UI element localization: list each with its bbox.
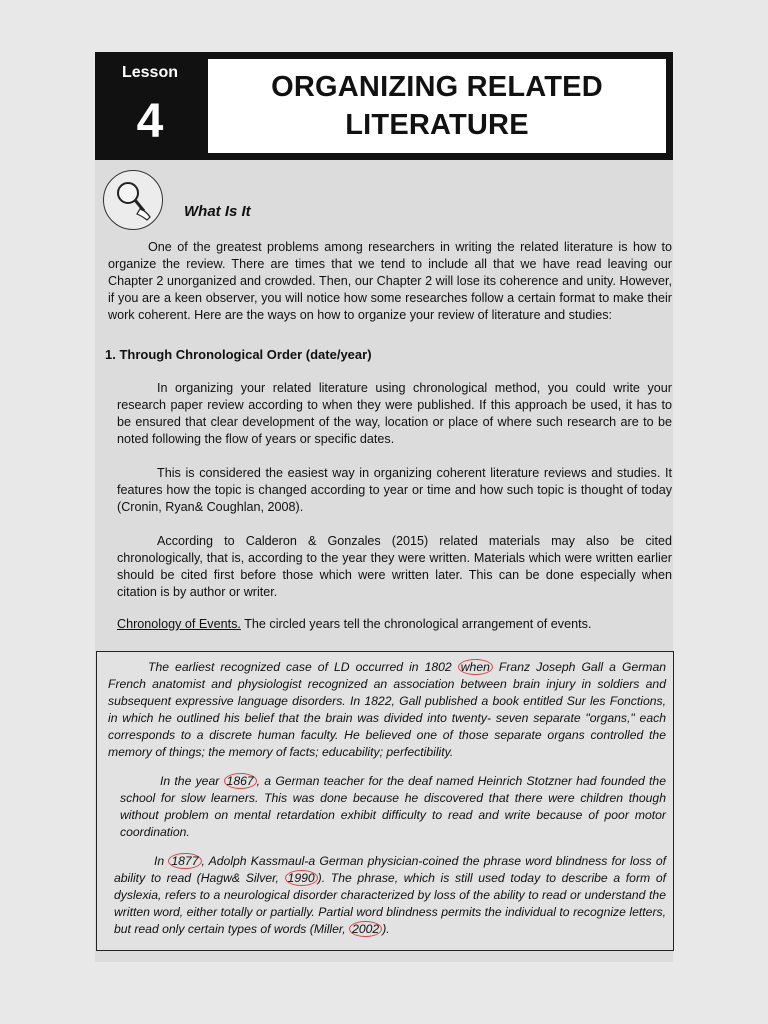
- lesson-number: 4: [136, 95, 164, 148]
- example-paragraph-3: [114, 853, 666, 938]
- example-text: , Adolph Kassmaul-a German physician-coined the phrase word blindness for loss of ability to read (Hagw& Silver,: [114, 854, 666, 885]
- circled-year: 1877: [168, 853, 201, 869]
- circled-year: 2002: [349, 921, 382, 937]
- method-paragraph-1: [117, 380, 672, 448]
- lesson-label: Lesson: [121, 64, 178, 81]
- method-paragraph-3-text: According to Calderon & Gonzales (2015) related materials may also be cited chronologically, that is, according to the year they were written. Materials which were written earlier should be cited first before those which were written later. This can be done especially when citation is by author or writer.: [117, 534, 672, 599]
- title-line-1: ORGANIZING RELATED: [271, 71, 603, 103]
- lesson-header: [95, 52, 673, 160]
- intro-paragraph: [108, 239, 672, 324]
- title-box: [207, 58, 667, 154]
- example-caption: [117, 616, 672, 633]
- magnifying-glass-icon: [103, 170, 163, 230]
- circled-year: 1867: [224, 773, 257, 789]
- example-text: ).: [382, 922, 390, 936]
- method-paragraph-3: [117, 533, 672, 601]
- title-line-2: LITERATURE: [345, 109, 529, 141]
- intro-text: One of the greatest problems among researchers in writing the related literature is how to organize the review. There are times that we tend to include all that we have read leaving our Chapter 2 unorganized and crowded. Then, our Chapter 2 will lose its coherence and unity. However, if you are a keen observer, you will notice how some researches follow a certain format to make their work coherent. Here are the ways on how to organize your review of literature and studies:: [108, 240, 672, 322]
- example-paragraph-2: [120, 773, 666, 841]
- method-paragraph-2: [117, 465, 672, 516]
- example-label: Chronology of Events.: [117, 617, 241, 631]
- circled-year: 1990: [285, 870, 318, 886]
- example-text: In the year: [160, 774, 224, 788]
- method-paragraph-2-text: This is considered the easiest way in organizing coherent literature reviews and studies. It features how the topic is changed according to year or time and how such topic is thought of today (Cronin, Ryan& Coughlan, 2008).: [117, 466, 672, 514]
- example-text: Franz Joseph Gall a German French anatomist and physiologist recognized an association between brain injury in soldiers and subsequent expressive language disorders. In 1822, Gall published a book entitled Sur les Fonctions, in which he outlined his belief that the brain was divided into twenty- seven separate "organs," each corresponds to a discrete human faculty. He believed one of those separate organs controlled the memory of things; the memory of facts; educability; perfectibility.: [108, 660, 666, 759]
- example-caption-text: The circled years tell the chronological arrangement of events.: [240, 617, 592, 631]
- example-text: , a German teacher for the deaf named Heinrich Stotzner had founded the school for slow learners. This was done because he discovered that there were children though without problem on mental retardation exhibit difficulty to read and write because of poor motor coordination.: [120, 774, 666, 839]
- page-title: [271, 68, 603, 144]
- example-text: In: [154, 854, 169, 868]
- example-text: ). The phrase, which is still used today to describe a form of dyslexia, refers to a neurological disorder characterized by loss of the ability to read or understand the written word, either totally or partially. Partial word blindness permits the individual to recognize letters, but read only certain types of words (Miller,: [114, 871, 666, 936]
- lesson-badge: [97, 54, 203, 158]
- example-paragraph-1: [108, 659, 666, 761]
- circled-word: when: [458, 659, 493, 675]
- section-heading: What Is It: [184, 203, 251, 220]
- example-text: The earliest recognized case of LD occurred in 1802: [148, 660, 458, 674]
- method-paragraph-1-text: In organizing your related literature using chronological method, you could write your research paper review according to when they were published. If this approach be used, it has to be ensured that clear development of the way, location or place of where such research are to be noted following the flow of years or specific dates.: [117, 381, 672, 446]
- method-heading: 1. Through Chronological Order (date/year): [105, 347, 372, 362]
